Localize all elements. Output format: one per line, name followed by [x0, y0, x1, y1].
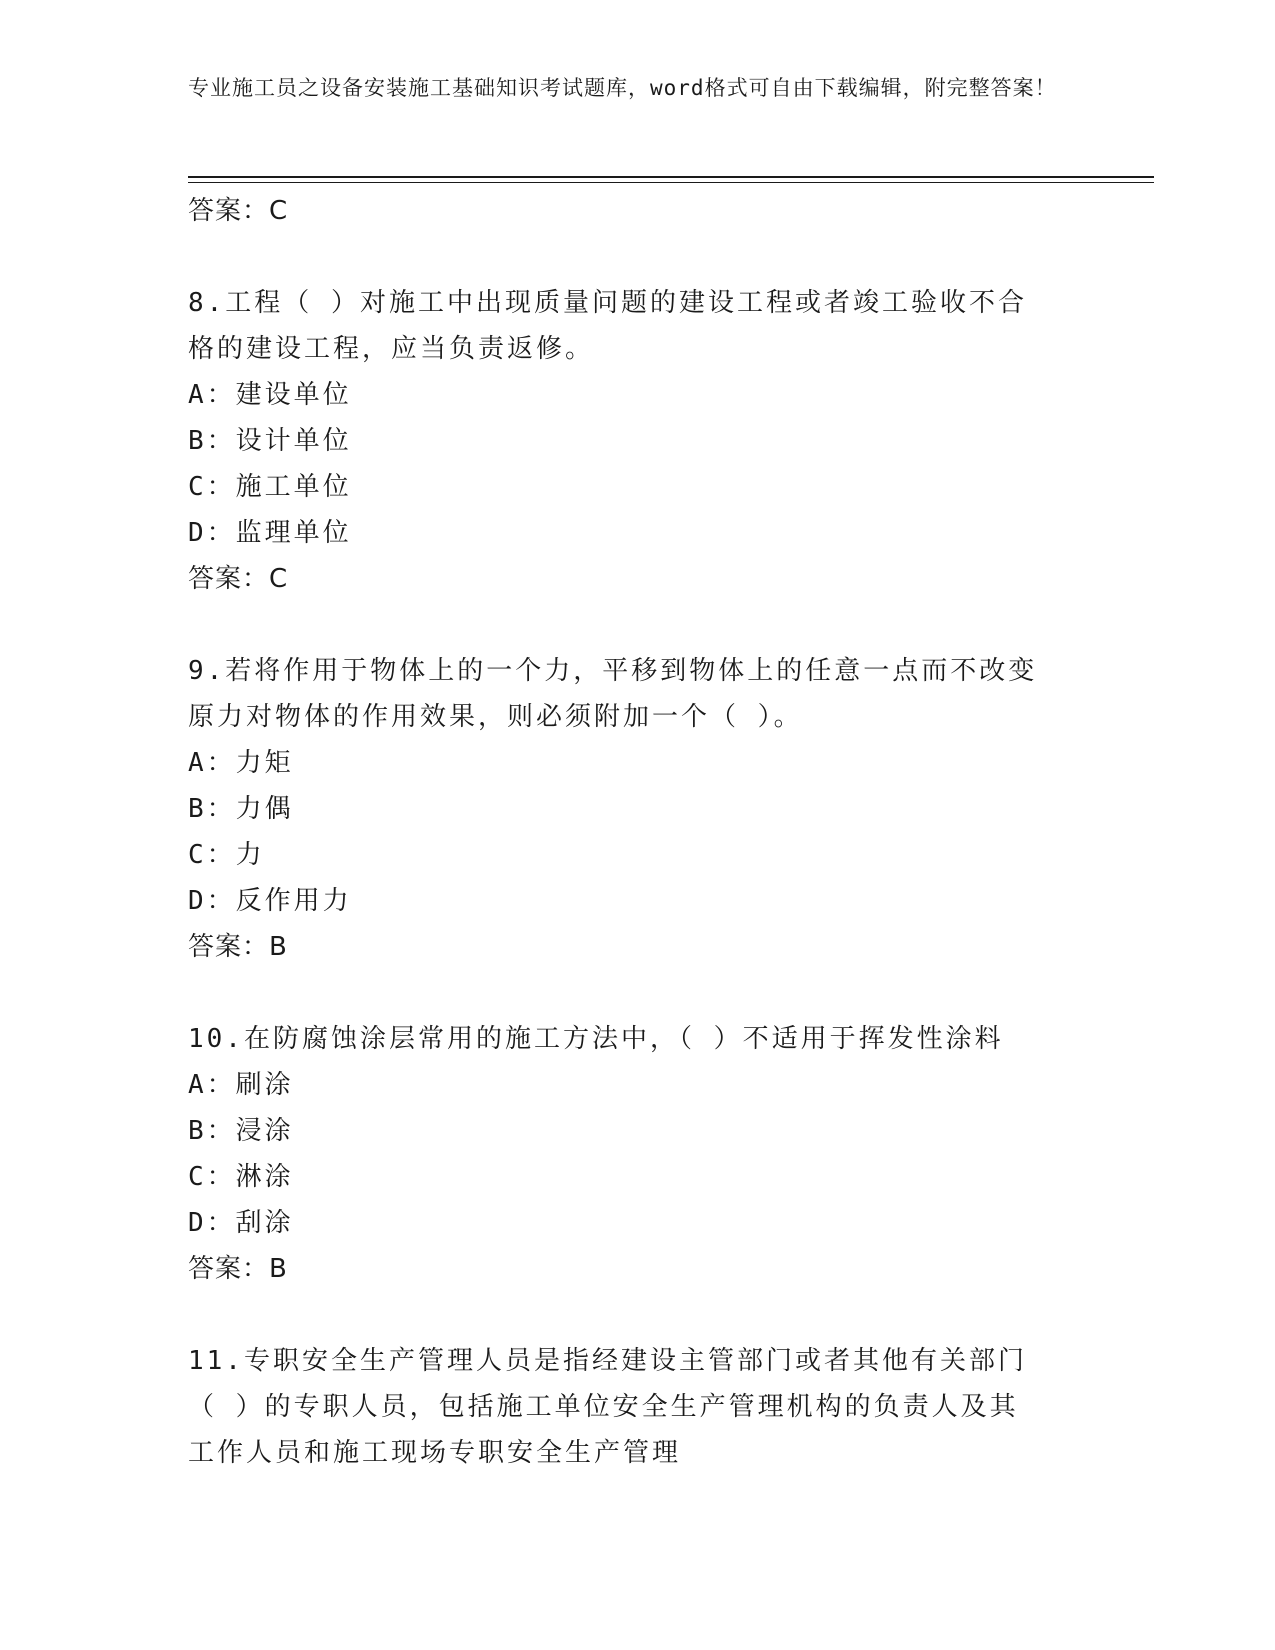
answer-line: 答案：C: [188, 196, 289, 226]
header-divider-thin: [188, 182, 1154, 183]
question-8-option-d: D：监理单位: [188, 518, 352, 548]
question-10-option-c: C：淋涂: [188, 1162, 294, 1192]
question-9-answer: 答案：B: [188, 932, 288, 962]
question-8-text: 8.工程（ ）对施工中出现质量问题的建设工程或者竣工验收不合格的建设工程，应当负责返修。: [188, 288, 1027, 364]
question-8-option-c: C：施工单位: [188, 472, 352, 502]
question-9-text: 9.若将作用于物体上的一个力，平移到物体上的任意一点而不改变原力对物体的作用效果，则必须附加一个（ ）。: [188, 656, 1038, 732]
question-8-option-a: A：建设单位: [188, 380, 352, 410]
question-8-answer: 答案：C: [188, 564, 289, 594]
question-10-option-d: D：刮涂: [188, 1208, 294, 1238]
question-8-option-b: B：设计单位: [188, 426, 352, 456]
question-10-answer: 答案：B: [188, 1254, 288, 1284]
document-header: 专业施工员之设备安装施工基础知识考试题库，word格式可自由下载编辑，附完整答案！: [188, 76, 1057, 100]
document-body: [188, 188, 1088, 1476]
question-9-option-c: C：力: [188, 840, 265, 870]
header-divider-thick: [188, 176, 1154, 178]
question-10-text: 10.在防腐蚀涂层常用的施工方法中，（ ）不适用于挥发性涂料: [188, 1024, 1004, 1054]
question-9-option-d: D：反作用力: [188, 886, 352, 916]
question-9-option-a: A：力矩: [188, 748, 294, 778]
question-11-text: 11.专职安全生产管理人员是指经建设主管部门或者其他有关部门（ ）的专职人员，包括施工单位安全生产管理机构的负责人及其工作人员和施工现场专职安全生产管理: [188, 1346, 1027, 1468]
question-10-option-a: A：刷涂: [188, 1070, 294, 1100]
question-9-option-b: B：力偶: [188, 794, 294, 824]
question-10-option-b: B：浸涂: [188, 1116, 294, 1146]
